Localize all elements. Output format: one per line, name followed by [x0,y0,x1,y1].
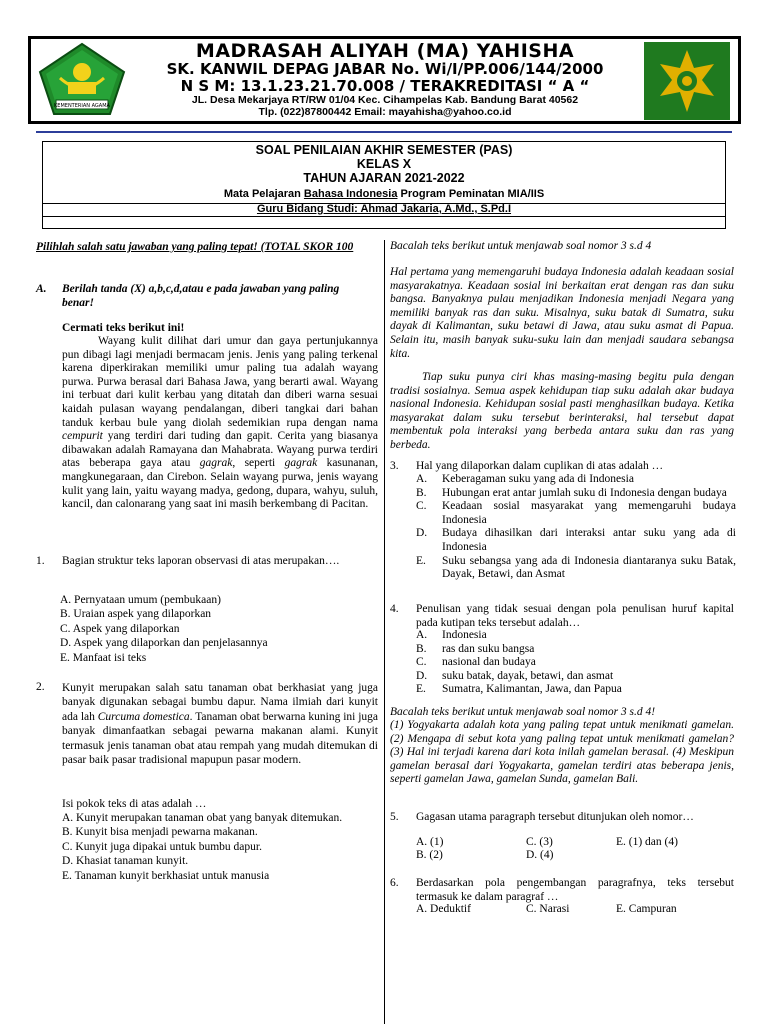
exam-class: KELAS X [356,157,412,171]
gamelan-passage: (1) Yogyakarta adalah kota yang paling tepat untuk menikmati gamelan. (2) Mengapa di sebut kota yang paling tepat untuk menikmati gamelan? (3) Hal ini terjadi karena dari kota inilah gamelan berasal. (4) Meskipun gamelan berasal dari Yogyakarta, gamelan terdiri atas beberapa jenis, seperti gamelan Jawa, gamelan Sunda, gamelan Bali. [390,719,734,786]
option-text: ras dan suku bangsa [442,642,535,655]
q1-options [60,593,376,665]
q4-option[interactable] [416,683,736,697]
q2-option[interactable]: E. Tanaman kunyit berkhasiat untuk manusia [62,869,270,882]
q2-question: Isi pokok teks di atas adalah … [62,798,207,810]
q5-number: 5. [390,811,399,823]
q5-option[interactable]: A. (1) [416,836,444,848]
option-letter: D. [416,527,428,540]
q6-text: Berdasarkan pola pengembangan paragrafnya, teks tersebut termasuk ke dalam paragraf … [416,877,734,903]
q2-text [62,681,378,767]
exam-title: SOAL PENILAIAN AKHIR SEMESTER (PAS) [255,143,513,157]
option-text: suku batak, dayak, betawi, dan asmat [442,669,614,682]
q1-option[interactable]: C. Aspek yang dilaporkan [60,622,180,635]
option-text: Indonesia [442,629,487,641]
text-heading: Cermati teks berikut ini! [62,322,185,334]
q1-option[interactable]: B. Uraian aspek yang dilaporkan [60,608,212,621]
q3-number: 3. [390,460,399,472]
school-address: JL. Desa Mekarjaya RT/RW 01/04 Kec. Cihampelas Kab. Bandung Barat 40562 [191,94,579,106]
section-a-letter: A. [36,283,47,295]
q6-number: 6. [390,877,399,889]
culture-passage-p2: Tiap suku punya ciri khas masing-masing begitu pula dengan tradisi sosialnya. Semua aspek kehidupan tiap suku adalah akar budaya nasional Indonesia. Kehidupan sosial pasti menghasilkan budaya. Ketika masyarakat dalam suku tersebut berinteraksi, hal tersebut dapat membentuk pola interaksi yang berbeda antara suku dan ras yang berbeda. [390,371,734,451]
ministry-logo [38,42,126,118]
reading-note-2: Bacalah teks berikut untuk menjawab soal nomor 3 s.d 4! [390,706,656,718]
q2-option[interactable]: D. Khasiat tanaman kunyit. [62,855,189,868]
culture-passage-p1: Hal pertama yang memengaruhi budaya Indonesia adalah keadaan sosial masyarakatnya. Keadaan sosial ini berkaitan erat dengan ras dan suku bangsa. Banyaknya pulau menjadikan Indonesia menjadi Negara yang memiliki banyak ras dan suku. Misalnya, suku batak di Sumatra, suku dayak di Kalimantan, suku betawi di Jawa, atau suku asmat di Papua. Selain itu, masih banyak suku-suku lain dan menjadi saudara sebangsa kita. [390,266,734,360]
option-text: Keadaan sosial masyarakat yang memengaruhi budaya Indonesia [442,500,736,526]
option-letter: D. [416,669,428,682]
school-name: MADRASAH ALIYAH (MA) YAHISHA [195,40,575,62]
option-letter: A. [416,473,428,485]
q2-option[interactable]: C. Kunyit juga dipakai untuk bumbu dapur. [62,840,262,853]
q2-scientific-name: Curcuma domestica [97,710,190,723]
passage-part: , seperti [232,457,285,470]
q1-text: Bagian struktur teks laporan observasi di atas merupakan…. [62,555,340,567]
wayang-passage [62,335,378,512]
q4-option[interactable] [416,629,736,643]
column-divider [384,240,385,1024]
q6-option[interactable]: A. Deduktif [416,903,471,915]
q4-option[interactable] [416,656,736,670]
option-text: Hubungan erat antar jumlah suku di Indonesia dengan budaya [442,486,727,499]
school-contact: Tlp. (022)87800442 Email: mayahisha@yahoo.co.id [258,106,512,118]
q1-option[interactable]: A. Pernyataan umum (pembukaan) [60,594,221,606]
q4-number: 4. [390,603,399,615]
q2-part: . Tanaman obat berwarna kuning ini juga banyak dimanfaatkan sebagai pewarna makanan alami. Kunyit termasuk jenis tanaman obat atau rempah yang mudah ditemukan di pasar baik pasar tradisional mapupun pasar modern. [62,710,379,767]
option-letter: B. [416,486,427,499]
q4-option[interactable] [416,643,736,657]
option-letter: A. [416,629,428,641]
exam-teacher: Guru Bidang Studi: Ahmad Jakaria, A.Md., S.Pd.I [256,203,512,215]
q5-option[interactable]: C. (3) [526,836,553,848]
q5-option[interactable]: E. (1) dan (4) [616,836,678,848]
q3-option[interactable] [416,527,736,554]
q3-option[interactable] [416,473,736,487]
exam-subject [43,188,725,200]
passage-term: cempurit [62,430,103,443]
option-text: nasional dan budaya [442,656,536,669]
q4-options [416,629,736,697]
q1-number: 1. [36,555,45,567]
q4-option[interactable] [416,670,736,684]
passage-part: yang terdiri dari tuding dan gapit. Cerita yang biasanya dibawakan adalah Ramayana dan Mahabrata. Wayang purwa terdiri atas beberapa gaya atau [62,430,378,470]
option-letter: C. [416,656,427,669]
q3-options [416,473,736,582]
decree-number: SK. KANWIL DEPAG JABAR No. Wi/I/PP.006/144/2000 [166,60,604,78]
header-divider [36,131,732,133]
q5-option[interactable]: D. (4) [526,849,554,861]
option-letter: B. [416,642,427,655]
nsm-accreditation: N S M: 13.1.23.21.70.008 / TERAKREDITASI “ A “ [180,77,590,95]
q5-option[interactable]: B. (2) [416,849,443,861]
instruction: Pilihlah salah satu jawaban yang paling tepat! (TOTAL SKOR 100 [36,241,354,253]
passage-part: kasunanan, mangkunegaraan, dan Cirebon. Selain wayang purwa, jenis wayang kulit yang lain, yaitu wayang madya, gedong, dupara, wahyu, suluh, kancil, dan calonarang yang saat ini masih berkembang di Pacitan. [62,457,378,511]
exam-year: TAHUN AJARAN 2021-2022 [303,171,465,185]
q5-text: Gagasan utama paragraph tersebut ditunjukan oleh nomor… [416,811,694,823]
q2-part: Kunyit merupakan salah satu tanaman obat berkhasiat yang juga banyak digunakan sebagai bumbu dapur. Nama ilmiah dari kunyit ada lah [62,682,378,723]
q3-option[interactable] [416,487,736,501]
q3-option[interactable] [416,555,736,582]
q2-number: 2. [36,681,45,693]
option-letter: E. [416,683,426,696]
section-a-instruction: Berilah tanda (X) a,b,c,d,atau e pada jawaban yang paling benar! [62,283,340,309]
q1-option[interactable]: E. Manfaat isi teks [60,651,147,664]
option-text: Sumatra, Kalimantan, Jawa, dan Papua [442,683,622,696]
option-text: Budaya dihasilkan dari interaksi antar suku yang ada di Indonesia [442,527,736,553]
madrasah-emblem [644,42,730,120]
q1-option[interactable]: D. Aspek yang dilaporkan dan penjelasannya [60,637,268,650]
passage-term: gagrak [199,457,233,470]
passage-part: Wayang kulit dilihat dari umur dan gaya pertunjukannya pun dibagi lagi menjadi bermacam jenis. Jenis yang paling terkenal karena diperkirakan memiliki umur paling tua adalah wayang purwa. Purwa berasal dari Bahasa Jawa, yang berarti awal. Wayang ini terbuat dari kulit kerbau yang ditatah dan diberi warna sesuai kaidah pulasan wayang pendalangan, diberi tangkai dari bahan tanduk kerbau bule yang diolah sedemikian rupa dengan nama [62,335,378,429]
option-letter: C. [416,500,427,513]
q6-option[interactable]: C. Narasi [526,903,570,915]
q2-option[interactable]: A. Kunyit merupakan tanaman obat yang banyak ditemukan. [62,812,343,824]
option-text: Suku sebangsa yang ada di Indonesia diantaranya suku Batak, Dayak, Betawi, dan Asmat [442,554,736,581]
q2-option[interactable]: B. Kunyit bisa menjadi pewarna makanan. [62,826,258,839]
reading-note-1: Bacalah teks berikut untuk menjawab soal nomor 3 s.d 4 [390,240,652,252]
q6-option[interactable]: E. Campuran [616,903,677,915]
q2-options [62,811,362,883]
subject-suffix: Program Peminatan MIA/IIS [397,188,545,200]
q3-option[interactable] [416,500,736,527]
option-letter: E. [416,554,426,567]
exam-divider-2 [43,216,725,217]
logo-caption: KEMENTERIAN AGAMA [54,103,110,109]
subject-name: Bahasa Indonesia [303,188,398,200]
passage-term: gagrak [284,457,318,470]
exam-info-box [42,141,726,229]
q3-text: Hal yang dilaporkan dalam cuplikan di atas adalah … [416,460,664,472]
subject-prefix: Mata Pelajaran [223,188,304,200]
option-text: Keberagaman suku yang ada di Indonesia [442,473,634,485]
q4-text: Penulisan yang tidak sesuai dengan pola penulisan huruf kapital pada kutipan teks tersebut adalah… [416,603,734,629]
